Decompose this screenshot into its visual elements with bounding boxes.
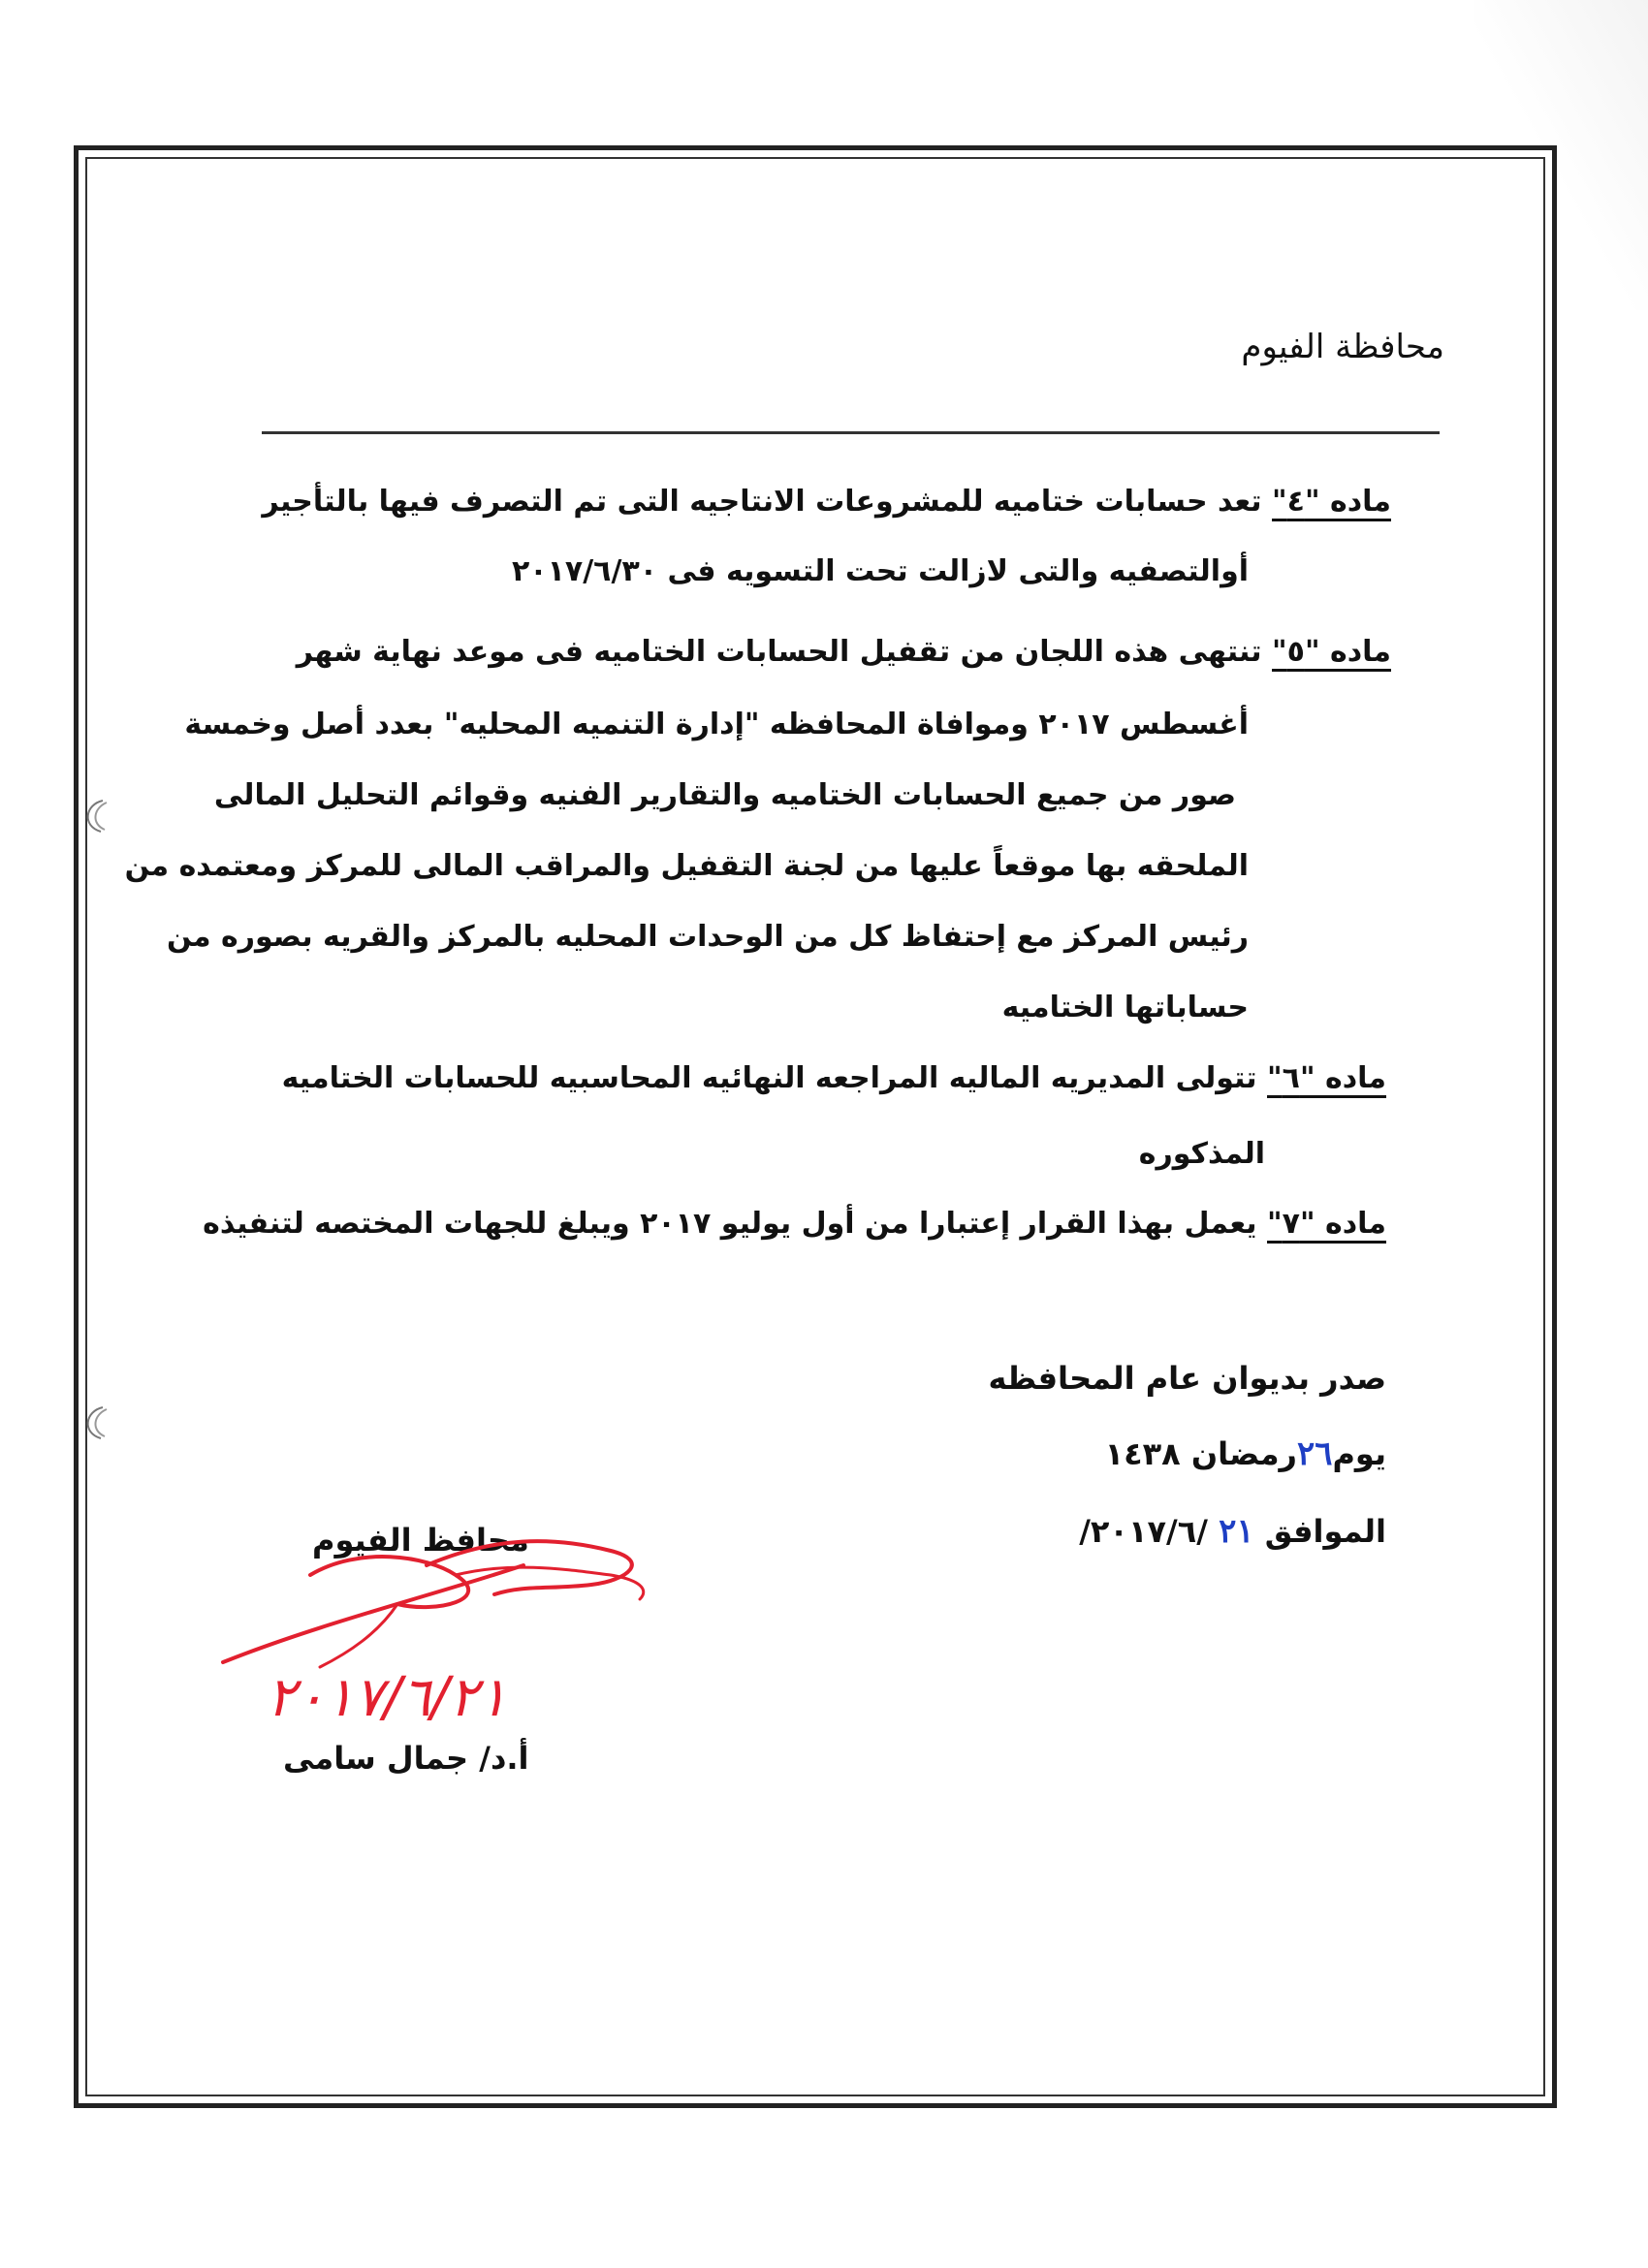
handwritten-corresponding-day: ٢١ bbox=[1219, 1512, 1254, 1551]
article-5-label: ماده "٥" bbox=[1272, 635, 1391, 669]
article-5-line-2: أغسطس ٢٠١٧ وموافاة المحافظه "إدارة التنميه المحليه" بعدد أصل وخمسة bbox=[184, 708, 1249, 741]
article-4-line-1 bbox=[262, 485, 1391, 519]
day-prefix: يوم bbox=[1332, 1435, 1386, 1472]
signature-icon bbox=[204, 1507, 669, 1740]
punch-hole-icon bbox=[74, 797, 109, 835]
article-6-line-2: المذكوره bbox=[1138, 1137, 1265, 1171]
article-6-line-1 bbox=[282, 1061, 1386, 1095]
handwritten-day: ٢٦ bbox=[1296, 1434, 1333, 1473]
issued-at: صدر بديوان عام المحافظه bbox=[988, 1360, 1386, 1397]
corresponding-prefix: الموافق bbox=[1264, 1513, 1386, 1550]
gregorian-rest: /٢٠١٧/٦/ bbox=[1079, 1513, 1208, 1550]
hijri-date bbox=[1105, 1434, 1386, 1473]
gregorian-date bbox=[1079, 1512, 1386, 1551]
article-4-line-2: أوالتصفيه والتى لازالت تحت التسويه فى ٢٠١٧/٦/٣٠ bbox=[511, 554, 1249, 588]
governorate-title: محافظة الفيوم bbox=[1241, 328, 1444, 366]
governor-title: محافظ الفيوم bbox=[312, 1522, 529, 1559]
article-6-text-1: تتولى المديريه الماليه المراجعه النهائيه المحاسبيه للحسابات الختاميه bbox=[281, 1061, 1257, 1095]
article-7-label: ماده "٧" bbox=[1267, 1207, 1386, 1241]
article-4-text-1: تعد حسابات ختاميه للمشروعات الانتاجيه التى تم التصرف فيها بالتأجير bbox=[262, 485, 1262, 519]
article-6-label: ماده "٦" bbox=[1267, 1061, 1386, 1095]
article-5-line-5: رئيس المركز مع إحتفاظ كل من الوحدات المحليه بالمركز والقريه بصوره من bbox=[166, 920, 1249, 954]
article-5-text-1: تنتهى هذه اللجان من تقفيل الحسابات الختاميه فى موعد نهاية شهر bbox=[296, 635, 1262, 669]
governor-name: أ.د/ جمال سامى bbox=[283, 1740, 529, 1777]
page-border-inner bbox=[85, 157, 1545, 2096]
article-7-line-1 bbox=[203, 1207, 1386, 1241]
article-5-line-4: الملحقه بها موقعاً عليها من لجنة التقفيل والمراقب المالى للمركز ومعتمده من bbox=[124, 849, 1249, 883]
header-divider bbox=[262, 431, 1440, 434]
article-4-label: ماده "٤" bbox=[1272, 485, 1391, 519]
article-5-line-1 bbox=[297, 635, 1391, 669]
article-5-line-6: حساباتها الختاميه bbox=[1001, 991, 1249, 1024]
article-7-text-1: يعمل بهذا القرار إعتبارا من أول يوليو ٢٠١٧ ويبلغ للجهات المختصه لتنفيذه bbox=[203, 1207, 1257, 1241]
punch-hole-icon bbox=[74, 1403, 109, 1442]
signature-date: ٢٠١٧/٦/٢١ bbox=[267, 1666, 508, 1729]
article-5-line-3: صور من جميع الحسابات الختاميه والتقارير الفنيه وقوائم التحليل المالى bbox=[213, 778, 1236, 812]
hijri-month-year: رمضان ١٤٣٨ bbox=[1104, 1435, 1297, 1472]
